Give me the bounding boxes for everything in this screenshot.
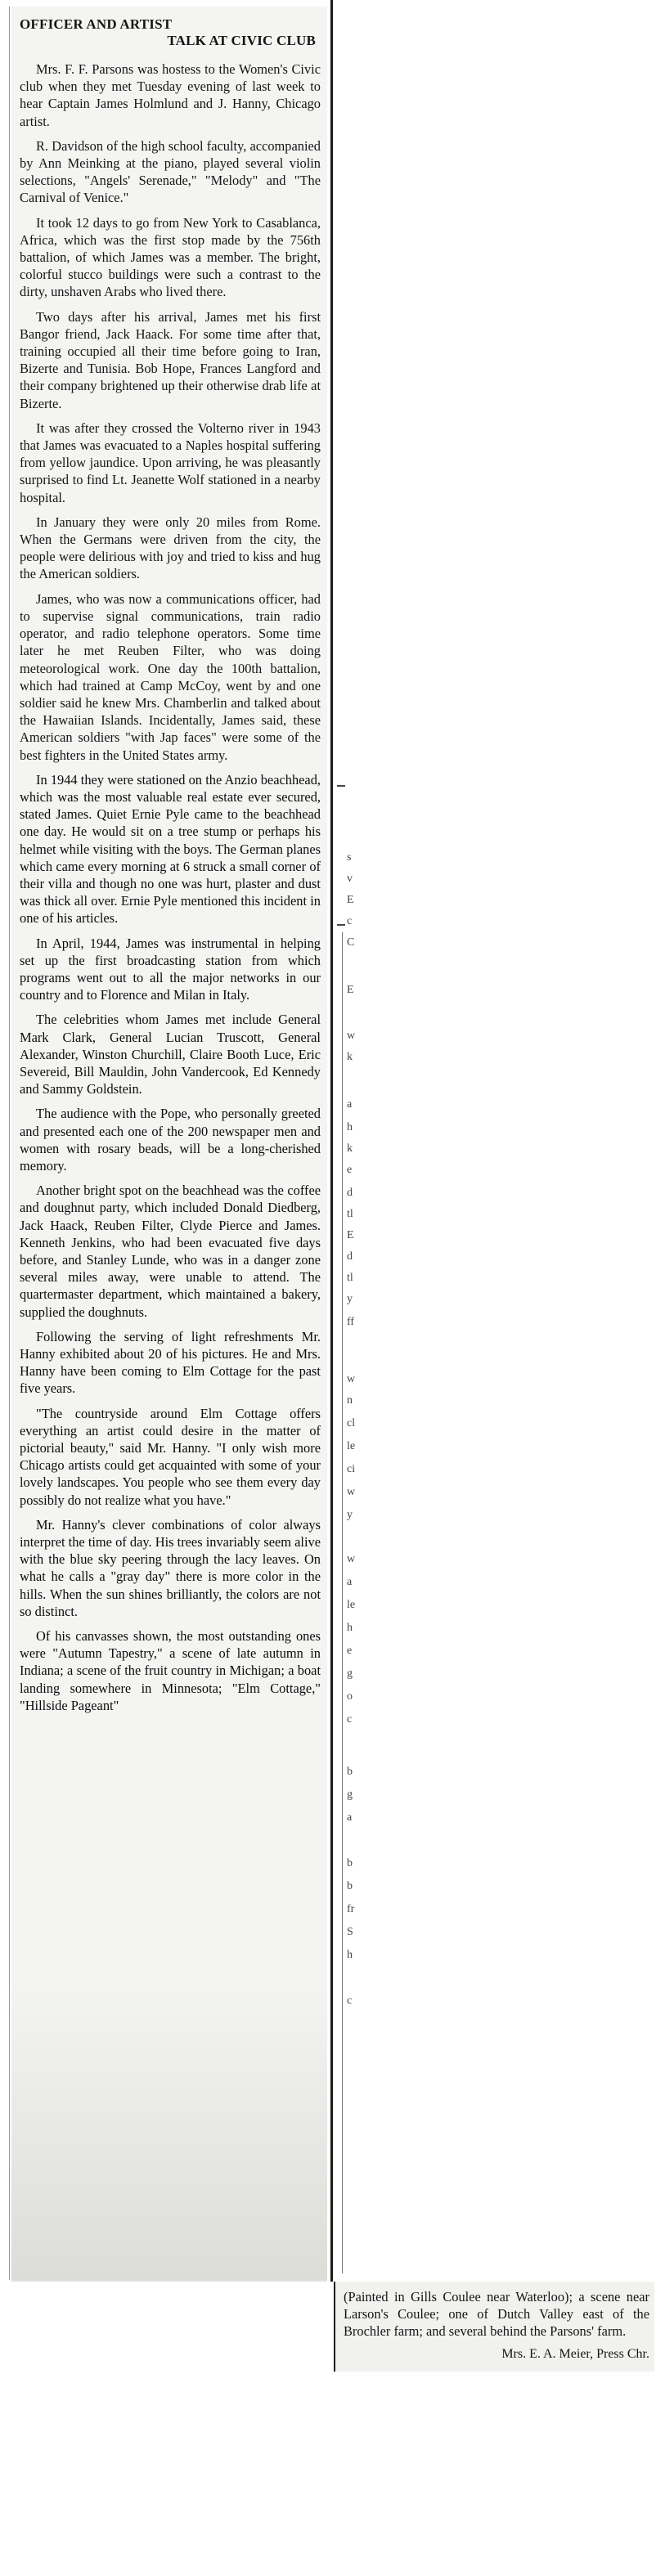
fragment-letter: k bbox=[347, 1051, 353, 1063]
fragment-letter: h bbox=[347, 1949, 353, 1961]
fragment-letter: v bbox=[347, 873, 353, 885]
article-paragraph: In April, 1944, James was instrumental in helping set up the first broadcasting station from which programs went out to all the major networks in our country and to Florence and Milan in Italy. bbox=[20, 935, 321, 1003]
fragment-letter: c bbox=[347, 915, 353, 927]
headline-line-2: TALK AT CIVIC CLUB bbox=[167, 33, 316, 48]
fragment-letter: S bbox=[347, 1926, 353, 1938]
fragment-letter: c bbox=[347, 1713, 353, 1726]
fragment-letter: c bbox=[347, 1995, 353, 2007]
fragment-letter: w bbox=[347, 1486, 356, 1498]
column-left-edge bbox=[9, 7, 10, 2280]
article-paragraph: In January they were only 20 miles from Rome. When the Germans were driven from the city, the people were delirious with joy and tried to kiss and hug the American soldiers. bbox=[20, 514, 321, 582]
article-column bbox=[11, 7, 327, 2280]
article-paragraph: "The countryside around Elm Cottage offers everything an artist could desire in the matter of pictorial beauty," said Mr. Hanny. "I only wish more Chicago artists could get acquainted with some of your lovely landscapes. You people who see them every day possibly do not realize what you have." bbox=[20, 1405, 321, 1508]
column-divider-rule bbox=[330, 0, 333, 2282]
fragment-letter: s bbox=[347, 851, 352, 864]
fragment-letter: ff bbox=[347, 1316, 355, 1328]
article-paragraph: Following the serving of light refreshments Mr. Hanny exhibited about 20 of his pictures. He and Mrs. Hanny have been coming to Elm Cottage for the past five years. bbox=[20, 1328, 321, 1397]
article-headline bbox=[20, 16, 321, 49]
dash-mark bbox=[337, 785, 345, 787]
fragment-letter: b bbox=[347, 1857, 353, 1869]
fragment-letter: tl bbox=[347, 1272, 353, 1284]
headline-line-1: OFFICER AND ARTIST bbox=[20, 16, 173, 32]
fragment-letter: C bbox=[347, 936, 355, 949]
adjacent-column-rule bbox=[342, 932, 343, 2273]
fragment-letter: y bbox=[347, 1509, 353, 1521]
fragment-letter: ci bbox=[347, 1463, 356, 1475]
fragment-letter: h bbox=[347, 1622, 353, 1634]
article-paragraph: R. Davidson of the high school faculty, accompanied by Ann Meinking at the piano, played several violin selections, "Angels' Serenade," "Melody" and "The Carnival of Venice." bbox=[20, 137, 321, 206]
article-paragraph: It was after they crossed the Volterno river in 1943 that James was evacuated to a Naples hospital suffering from yellow jaundice. Upon arriving, he was pleasantly surprised to find Lt. Jeanette Wolf stationed in a nearby hospital. bbox=[20, 420, 321, 505]
fragment-letter: k bbox=[347, 1142, 353, 1155]
fragment-letter: w bbox=[347, 1373, 356, 1385]
article-paragraph: Of his canvasses shown, the most outstanding ones were "Autumn Tapestry," a scene of late autumn in Indiana; a scene of the fruit country in Michigan; a boat landing somewhere in Minnesota; "Elm Cottage," "Hillside Pageant" bbox=[20, 1628, 321, 1713]
fragment-letter: E bbox=[347, 984, 354, 996]
fragment-letter: tl bbox=[347, 1208, 353, 1220]
dash-mark bbox=[337, 924, 345, 926]
fragment-letter: b bbox=[347, 1880, 353, 1892]
fragment-letter: g bbox=[347, 1667, 353, 1680]
fragment-letter: g bbox=[347, 1788, 353, 1801]
article-paragraph: Mr. Hanny's clever combinations of color always interpret the time of day. His trees invariably seem alive with the blue sky peering through the lacy leaves. On what he calls a "gray day" there is more color in the hills. When the sun shines brilliantly, the colors are not so distinct. bbox=[20, 1516, 321, 1619]
fragment-letter: fr bbox=[347, 1903, 355, 1915]
fragment-letter: d bbox=[347, 1187, 353, 1199]
fragment-letter: le bbox=[347, 1440, 356, 1452]
fragment-letter: e bbox=[347, 1645, 353, 1657]
fragment-letter: a bbox=[347, 1811, 353, 1824]
article-paragraph: The celebrities whom James met include General Mark Clark, General Lucian Truscott, General Alexander, Winston Churchill, Claire Booth Luce, Eric Severeid, Bill Mauldin, John Vandercook, Ed Kennedy and Sammy Goldstein. bbox=[20, 1012, 321, 1097]
fragment-letter: a bbox=[347, 1098, 353, 1111]
fragment-letter: E bbox=[347, 1229, 354, 1241]
fragment-letter: d bbox=[347, 1250, 353, 1263]
fragment-letter: w bbox=[347, 1030, 356, 1042]
continuation-text: (Painted in Gills Coulee near Waterloo); a scene near Larson's Coulee; one of Dutch Valley east of the Brochler farm; and several behind the Parsons' farm. bbox=[344, 2289, 649, 2340]
press-chair-signature: Mrs. E. A. Meier, Press Chr. bbox=[501, 2346, 649, 2361]
fragment-letter: b bbox=[347, 1766, 353, 1778]
article-paragraph: In 1944 they were stationed on the Anzio beachhead, which was the most valuable real estate ever secured, stated James. Quiet Ernie Pyle came to the beachhead one day. He would sit on a tree stump or perhaps his helmet while visiting with the boys. The German planes which came every morning at 6 struck a small corner of their villa and though no one was hurt, plaster and dust was thick all over. Ernie Pyle mentioned this incident in one of his articles. bbox=[20, 771, 321, 927]
article-paragraph: It took 12 days to go from New York to Casablanca, Africa, which was the first stop made by the 756th battalion, of which James was a member. The bright, colorful stucco buildings were such a contrast to the dirty, unshaven Arabs who lived there. bbox=[20, 214, 321, 300]
article-paragraph: James, who was now a communications officer, had to supervise signal communications, train radio operator, and radio telephone operators. Some time later he met Reuben Filter, who was doing meteorological work. One day the 100th battalion, which had trained at Camp McCoy, went by and one soldier said he knew Mrs. Chamberlin and talked about the Hawaiian Islands. Incidentally, James said, these American soldiers "with Jap faces" were some of the best fighters in the United States army. bbox=[20, 590, 321, 763]
fragment-letter: y bbox=[347, 1293, 353, 1305]
fragment-letter: a bbox=[347, 1576, 353, 1588]
fragment-letter: E bbox=[347, 894, 354, 906]
fragment-letter: e bbox=[347, 1164, 353, 1176]
fragment-letter: h bbox=[347, 1121, 353, 1133]
article-paragraph: Two days after his arrival, James met his first Bangor friend, Jack Haack. For some time after that, training occupied all their time before going to Iran, Bizerte and Tunisia. Bob Hope, Frances Langford and their company brightened up their otherwise drab life at Bizerte. bbox=[20, 308, 321, 411]
fragment-letter: w bbox=[347, 1553, 356, 1565]
fragment-letter: cl bbox=[347, 1417, 356, 1429]
article-continuation-box bbox=[334, 2282, 654, 2372]
fragment-letter: n bbox=[347, 1394, 353, 1407]
article-paragraph: The audience with the Pope, who personally greeted and presented each one of the 200 newspaper men and women with rosary beads, will be a long-cherished memory. bbox=[20, 1106, 321, 1174]
article-paragraph: Mrs. F. F. Parsons was hostess to the Women's Civic club when they met Tuesday evening of last week to hear Captain James Holmlund and J. Hanny, Chicago artist. bbox=[20, 61, 321, 129]
article-paragraph: Another bright spot on the beachhead was the coffee and doughnut party, which included Donald Diedberg, Jack Haack, Reuben Filter, Clyde Pierce and James. Kenneth Jenkins, who had been evacuated five days before, and Stanley Lunde, who was in a danger zone several miles away, were unable to attend. The quartermaster department, which maintained a bakery, supplied the doughnuts. bbox=[20, 1183, 321, 1320]
fragment-letter: o bbox=[347, 1690, 353, 1703]
fragment-letter: le bbox=[347, 1599, 356, 1611]
